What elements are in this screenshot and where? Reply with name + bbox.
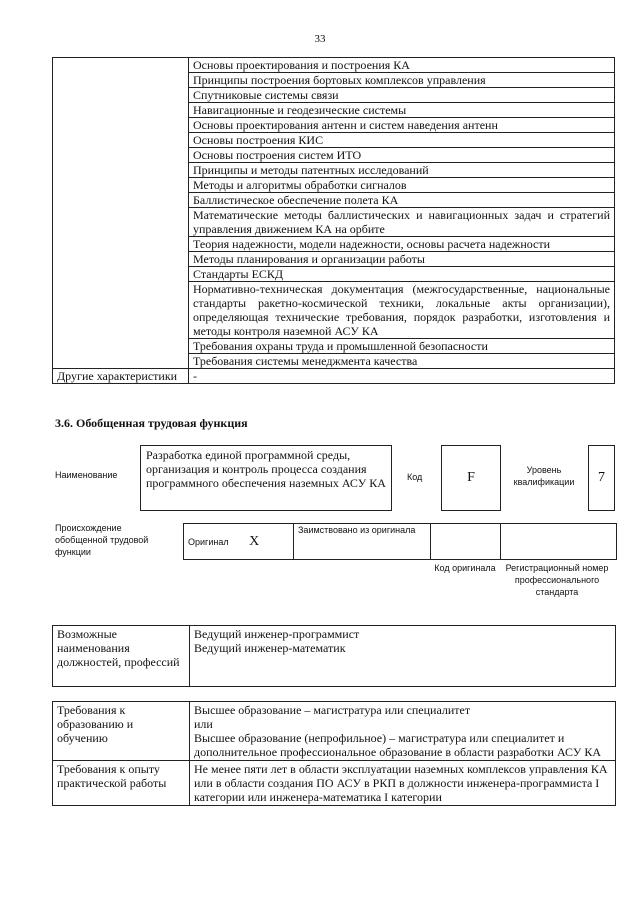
knowledge-item: Нормативно-техническая документация (межгосударственные, национальные стандарты ракетно-космической техники, локальные акты организации), определяющая технические требования, порядок разработки, изготовления и методы контроля наземной АСУ КА: [189, 282, 615, 339]
original-mark: X: [249, 533, 260, 549]
knowledge-item: Основы проектирования антенн и систем наведения антенн: [189, 118, 615, 133]
positions-values: [190, 626, 616, 687]
knowledge-item: Методы и алгоритмы обработки сигналов: [189, 178, 615, 193]
knowledge-item: Принципы и методы патентных исследований: [189, 163, 615, 178]
positions-label: Возможные наименования должностей, профессий: [53, 626, 190, 687]
page-number: 33: [314, 33, 326, 45]
name-value-box: [140, 445, 392, 511]
knowledge-item: Математические методы баллистических и навигационных задач и стратегий управления движением КА на орбите: [189, 208, 615, 237]
knowledge-item: Принципы построения бортовых комплексов управления: [189, 73, 615, 88]
positions-table: [52, 625, 616, 687]
experience-label: Требования к опыту практической работы: [53, 761, 190, 806]
level-label: Уровень квалификации: [513, 465, 575, 487]
knowledge-item: Спутниковые системы связи: [189, 88, 615, 103]
origin-table: [183, 523, 617, 560]
knowledge-item: Баллистическое обеспечение полета КА: [189, 193, 615, 208]
knowledge-item: Требования системы менеджмента качества: [189, 354, 615, 369]
requirements-table: [52, 701, 616, 806]
code-original-caption: Код оригинала: [434, 563, 496, 573]
name-value: Разработка единой программной среды, организация и контроль процесса создания программного обеспечения наземных АСУ КА: [146, 448, 386, 490]
education-line: Высшее образование – магистратура или специалитет: [194, 703, 471, 717]
name-label: Наименование: [55, 470, 118, 480]
knowledge-label-cell: [53, 58, 189, 369]
knowledge-item: Основы проектирования и построения КА: [189, 58, 615, 73]
knowledge-item: Основы построения КИС: [189, 133, 615, 148]
original-label: Оригинал: [188, 536, 229, 547]
borrowed-label: Заимствовано из оригинала: [294, 524, 431, 560]
knowledge-item: Основы построения систем ИТО: [189, 148, 615, 163]
other-characteristics-value: -: [189, 369, 615, 384]
knowledge-item: Требования охраны труда и промышленной безопасности: [189, 339, 615, 354]
education-label: Требования к образованию и обучению: [53, 702, 190, 761]
level-value: 7: [598, 470, 605, 485]
position-item: Ведущий инженер-математик: [194, 641, 346, 655]
original-code-cell: [431, 524, 501, 560]
education-line: Высшее образование (непрофильное) – магистратура или специалитет и дополнительное профессиональное образование в области разработки АСУ КА: [194, 731, 602, 759]
knowledge-item: Теория надежности, модели надежности, основы расчета надежности: [189, 237, 615, 252]
other-characteristics-label: Другие характеристики: [53, 369, 189, 384]
position-item: Ведущий инженер-программист: [194, 627, 360, 641]
level-value-box: [588, 445, 615, 511]
reg-number-caption: Регистрационный номер профессионального стандарта: [505, 563, 609, 597]
code-value-box: [441, 445, 501, 511]
code-label: Код: [407, 472, 423, 482]
knowledge-item: Стандарты ЕСКД: [189, 267, 615, 282]
origin-label: Происхождение обобщенной трудовой функции: [55, 523, 149, 557]
section-heading: 3.6. Обобщенная трудовая функция: [55, 416, 248, 430]
knowledge-item: Методы планирования и организации работы: [189, 252, 615, 267]
origin-original-cell: [184, 524, 294, 560]
knowledge-item: Навигационные и геодезические системы: [189, 103, 615, 118]
code-value: F: [467, 470, 475, 485]
experience-value: Не менее пяти лет в области эксплуатации наземных комплексов управления КА или в области создания ПО АСУ в РКП в должности инженера-программиста I категории или инженера-математика I категории: [190, 761, 616, 806]
education-values: [190, 702, 616, 761]
knowledge-table: [52, 57, 615, 384]
education-line: или: [194, 717, 213, 731]
reg-number-cell: [501, 524, 617, 560]
